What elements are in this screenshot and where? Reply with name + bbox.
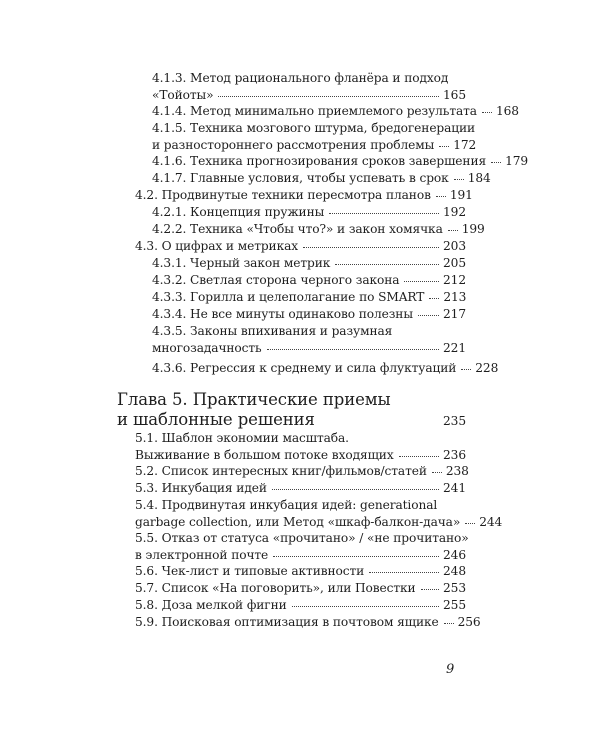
- toc-entry-title: 5.4. Продвинутая инкубация идей: generational: [135, 498, 438, 512]
- toc-entry-page: 235: [443, 414, 466, 428]
- dot-leader: [432, 471, 442, 473]
- dot-leader: [369, 571, 439, 573]
- toc-entry-page: 213: [443, 290, 467, 304]
- toc-entry: [152, 360, 499, 377]
- toc-entry-title: Выживание в большом потоке входящих: [135, 447, 394, 462]
- toc-entry: [152, 221, 485, 238]
- toc-entry: [152, 170, 491, 187]
- dot-leader: [439, 145, 449, 147]
- toc-entry-title: 4.3. О цифрах и метриках: [135, 239, 299, 253]
- toc-entry-page: 184: [467, 171, 491, 185]
- toc-entry-page: 241: [443, 481, 466, 495]
- toc-entry-title: в электронной почте: [135, 547, 269, 562]
- toc-entry-title: 5.8. Доза мелкой фигни: [135, 598, 287, 612]
- chapter-title: и шаблонные решения: [117, 410, 315, 429]
- dot-leader: [218, 95, 439, 97]
- toc-entry: [152, 204, 466, 221]
- toc-entry-title: многозадачность: [152, 340, 262, 355]
- toc-entry-page: 228: [475, 361, 499, 375]
- toc-entry-title: 4.3.6. Регрессия к среднему и сила флуктуаций: [152, 361, 457, 375]
- toc-entry-title: «Тойоты»: [152, 87, 214, 102]
- dot-leader: [461, 368, 471, 370]
- toc-entry: [152, 289, 466, 306]
- toc-section-entry: [135, 497, 503, 530]
- toc-entry-page: 246: [443, 547, 466, 562]
- toc-entry-title: 4.2.1. Концепция пружины: [152, 205, 325, 219]
- toc-section-entry: [135, 187, 473, 204]
- toc-entry-page: 191: [449, 188, 473, 202]
- toc-entry-page: 248: [443, 564, 466, 578]
- toc-section-entry: [135, 238, 466, 255]
- toc-entry-page: 244: [479, 514, 503, 529]
- toc-entry-page: 165: [443, 87, 466, 102]
- page-number: 9: [446, 662, 455, 677]
- dot-leader: [303, 246, 439, 248]
- toc-entry-page: 255: [443, 598, 466, 612]
- dot-leader: [272, 488, 439, 490]
- spacer: [320, 422, 439, 423]
- toc-chapter-entry: [117, 390, 466, 431]
- toc-entry-page: 168: [495, 104, 519, 118]
- dot-leader: [335, 263, 439, 265]
- toc-entry-page: 217: [443, 307, 466, 321]
- toc-entry-page: 221: [443, 340, 466, 355]
- toc-entry-title: 5.3. Инкубация идей: [135, 481, 267, 495]
- toc-section-entry: [135, 597, 466, 614]
- toc-entry-title: 5.7. Список «На поговорить», или Повестки: [135, 581, 416, 595]
- toc-entry: [152, 255, 466, 272]
- toc-section-entry: [135, 480, 466, 497]
- toc-entry-title: 5.2. Список интересных книг/фильмов/статей: [135, 464, 427, 478]
- toc-entry: [152, 306, 466, 323]
- toc-entry-page: 179: [505, 154, 529, 168]
- toc-entry-title: garbage collection, или Метод «шкаф-балкон-дача»: [135, 514, 461, 529]
- dot-leader: [454, 178, 464, 180]
- toc-entry: [152, 70, 466, 103]
- toc-section-entry: [135, 430, 466, 463]
- dot-leader: [329, 212, 439, 214]
- toc-entry-title: 4.1.3. Метод рационального фланёра и подход: [152, 71, 449, 85]
- toc-entry-title: 4.3.1. Черный закон метрик: [152, 256, 331, 270]
- toc-entry-title: и разностороннего рассмотрения проблемы: [152, 137, 435, 152]
- toc-section-entry: [135, 463, 469, 480]
- toc-entry-title: 4.3.2. Светлая сторона черного закона: [152, 273, 400, 287]
- toc-section-entry: [135, 530, 469, 563]
- toc-entry-page: 172: [453, 137, 477, 152]
- dot-leader: [465, 522, 475, 524]
- toc-entry-title: 4.3.4. Не все минуты одинаково полезны: [152, 307, 413, 321]
- toc-entry-title: 4.2.2. Техника «Чтобы что?» и закон хомячка: [152, 222, 443, 236]
- dot-leader: [421, 588, 439, 590]
- toc-entry-title: 4.3.3. Горилла и целеполагание по SMART: [152, 290, 425, 304]
- toc-entry-page: 199: [461, 222, 485, 236]
- toc-entry: [152, 323, 466, 356]
- dot-leader: [267, 348, 439, 350]
- dot-leader: [444, 622, 454, 624]
- dot-leader: [436, 195, 446, 197]
- dot-leader: [273, 555, 439, 557]
- toc-entry: [152, 103, 519, 120]
- toc-entry-page: 203: [443, 239, 466, 253]
- dot-leader: [482, 111, 492, 113]
- chapter-title: Глава 5. Практические приемы: [117, 390, 391, 409]
- toc-entry-title: 4.1.4. Метод минимально приемлемого результата: [152, 104, 477, 118]
- toc-entry-page: 256: [457, 615, 481, 629]
- toc-section-entry: [135, 580, 466, 597]
- toc-section-entry: [135, 614, 481, 631]
- toc-entry-title: 4.1.5. Техника мозгового штурма, бредогенерации: [152, 121, 476, 135]
- toc-entry-page: 238: [445, 464, 469, 478]
- toc-entry-title: 4.3.5. Законы впихивания и разумная: [152, 324, 393, 338]
- dot-leader: [418, 314, 439, 316]
- dot-leader: [448, 229, 458, 231]
- toc-entry-page: 205: [443, 256, 466, 270]
- toc-entry: [152, 120, 477, 153]
- toc-section-entry: [135, 563, 466, 580]
- dot-leader: [399, 455, 439, 457]
- toc-entry-title: 4.2. Продвинутые техники пересмотра планов: [135, 188, 431, 202]
- toc-entry-title: 5.1. Шаблон экономии масштаба.: [135, 431, 349, 445]
- dot-leader: [292, 605, 439, 607]
- toc-entry-page: 212: [443, 273, 466, 287]
- toc-entry-title: 5.5. Отказ от статуса «прочитано» / «не прочитано»: [135, 531, 469, 545]
- toc-entry: [152, 153, 529, 170]
- toc-entry-page: 236: [443, 447, 466, 462]
- toc-entry-title: 4.1.6. Техника прогнозирования сроков завершения: [152, 154, 487, 168]
- toc-entry-title: 5.6. Чек-лист и типовые активности: [135, 564, 365, 578]
- toc-entry-title: 5.9. Поисковая оптимизация в почтовом ящике: [135, 615, 439, 629]
- dot-leader: [491, 161, 501, 163]
- toc-entry-page: 192: [443, 205, 466, 219]
- toc-entry-title: 4.1.7. Главные условия, чтобы успевать в срок: [152, 171, 449, 185]
- toc-entry: [152, 272, 466, 289]
- dot-leader: [429, 297, 439, 299]
- dot-leader: [404, 280, 439, 282]
- toc-entry-page: 253: [443, 581, 466, 595]
